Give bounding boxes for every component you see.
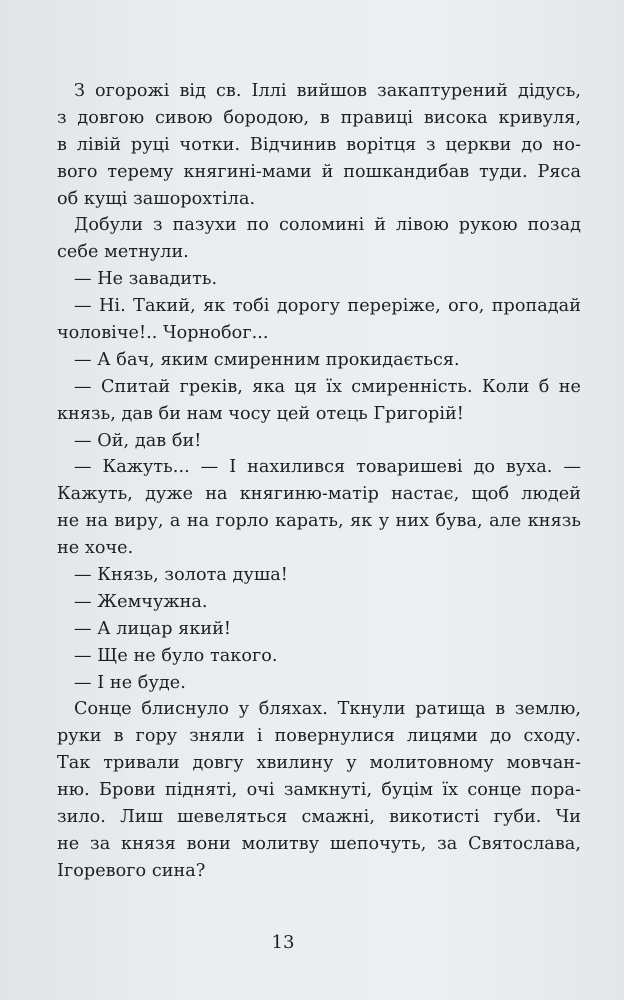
text-line: руки в гору зняли і повернулися лицями до сходу. [57, 726, 581, 747]
text-line: — Ще не було такого. [74, 645, 278, 666]
text-line: в лівій руці чотки. Відчинив ворітця з церкви до но- [57, 134, 581, 155]
text-line: себе метнули. [57, 242, 189, 263]
text-line: не за князя вони молитву шепочуть, за Святослава, [57, 833, 581, 854]
text-line: — Ні. Такий, як тобі дорогу переріже, ого, пропадай [74, 296, 581, 317]
text-line: — Кажуть... — І нахилився товаришеві до вуха. — [74, 457, 581, 478]
text-line: — І не буде. [74, 672, 186, 693]
text-line: — Не завадить. [74, 269, 218, 290]
text-line: — Спитай греків, яка ця їх смиренність. Коли б не [74, 376, 581, 397]
body-text [57, 78, 581, 885]
text-line: вого терему княгині-мами й пошкандибав туди. Ряса [57, 161, 581, 182]
text-line: Так тривали довгу хвилину у молитовному мовчан- [57, 753, 581, 774]
text-line: ню. Брови підняті, очі замкнуті, буцім їх сонце пора- [57, 780, 581, 801]
text-line: — Ой, дав би! [74, 430, 202, 451]
text-line: князь, дав би нам чосу цей отець Григорій! [57, 403, 464, 424]
text-line: Кажуть, дуже на княгиню-матір настає, щоб людей [57, 484, 581, 505]
text-line: Ігоревого сина? [57, 860, 206, 881]
text-line: чоловіче!.. Чорнобог... [57, 323, 269, 344]
text-line: зило. Лиш шевеляться смажні, викотисті губи. Чи [57, 807, 581, 828]
page-number: 13 [271, 932, 295, 953]
text-line: не на виру, а на горло карать, як у них бува, але князь [57, 511, 581, 532]
text-line: з довгою сивою бородою, в правиці висока кривуля, [57, 107, 581, 128]
text-line: — Жемчужна. [74, 591, 208, 612]
text-line: — А лицар який! [74, 618, 232, 639]
text-line: Сонце блиснуло у бляхах. Ткнули ратища в землю, [74, 699, 581, 720]
text-line: не хоче. [57, 538, 134, 559]
text-line: Добули з пазухи по соломині й лівою рукою позад [74, 215, 581, 236]
text-line: — Князь, золота душа! [74, 565, 288, 586]
text-line: об кущі зашорохтіла. [57, 188, 256, 209]
text-line: З огорожі від св. Іллі вийшов закаптурений дідусь, [74, 81, 581, 101]
text-line: — А бач, яким смиренним прокидається. [74, 349, 460, 370]
